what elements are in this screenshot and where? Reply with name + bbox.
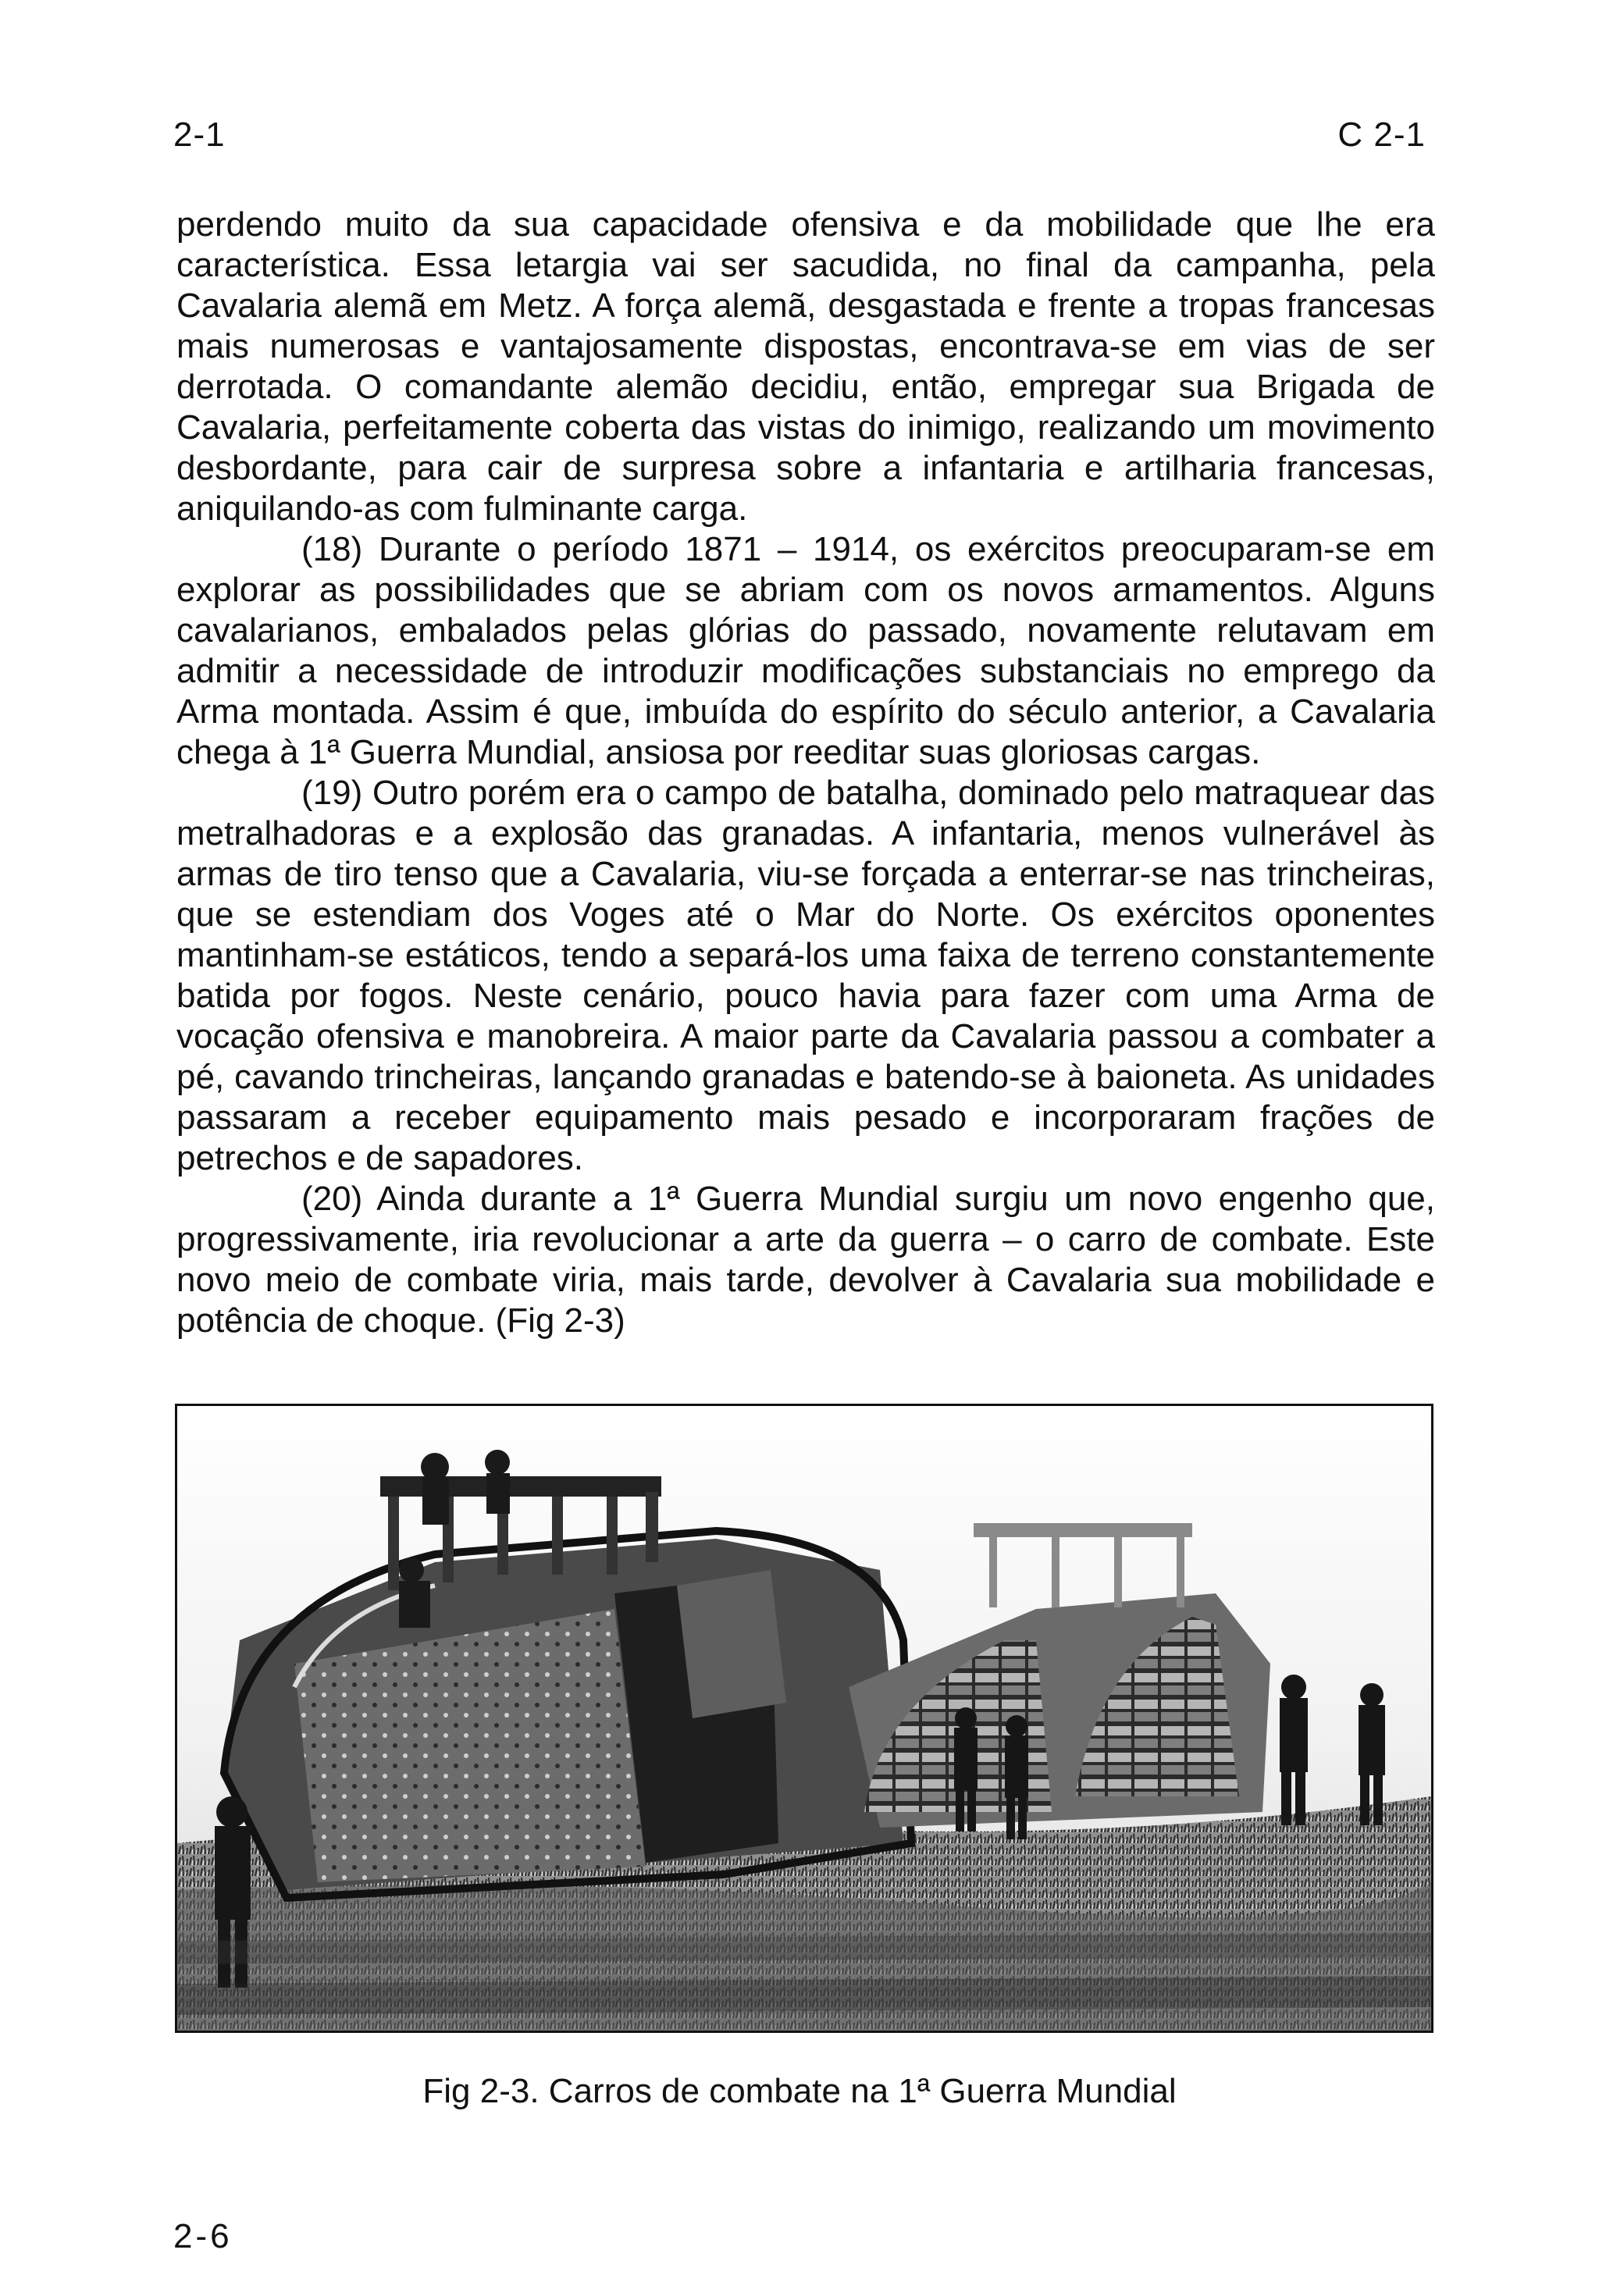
figure-caption: Fig 2-3. Carros de combate na 1ª Guerra Mundial bbox=[422, 2072, 1177, 2110]
paragraph: (20) Ainda durante a 1ª Guerra Mundial surgiu um novo engenho que, progressivamente, iria revolucionar a arte da guerra – o carro de combate. Este novo meio de combate viria, mais tarde, devolver à Cavalaria sua mobilidade e potência de choque. (Fig 2-3) bbox=[176, 1180, 1435, 1340]
paragraph: perdendo muito da sua capacidade ofensiva e da mobilidade que lhe era característica. Essa letargia vai ser sacudida, no final da campanha, pela Cavalaria alemã em Metz. A força alemã, desgastada e frente a tropas francesas mais numerosas e vantajosamente dispostas, encontrava-se em vias de ser derrotada. O comandante alemão decidiu, então, empregar sua Brigada de Cavalaria, perfeitamente coberta das vistas do inimigo, realizando um movimento desbordante, para cair de surpresa sobre a infantaria e artilharia francesas, aniquilando-as com fulminante carga. bbox=[176, 205, 1435, 528]
paragraph: (18) Durante o período 1871 – 1914, os exércitos preocuparam-se em explorar as possibilidades que se abriam com os novos armamentos. Alguns cavalarianos, embalados pelas glórias do passado, novamente relutavam em admitir a necessidade de introduzir modificações substanciais no emprego da Arma montada. Assim é que, imbuída do espírito do século anterior, a Cavalaria chega à 1ª Guerra Mundial, ansiosa por reeditar suas gloriosas cargas. bbox=[176, 530, 1435, 771]
body-text bbox=[176, 205, 1435, 1341]
page-number: 2-6 bbox=[173, 2217, 233, 2255]
figure-photo-ww1-tanks bbox=[175, 1404, 1433, 2033]
paragraph: (19) Outro porém era o campo de batalha, dominado pelo matraquear das metralhadoras e a explosão das granadas. A infantaria, menos vulnerável às armas de tiro tenso que a Cavalaria, viu-se forçada a enterrar-se nas trincheiras, que se estendiam dos Voges até o Mar do Norte. Os exércitos oponentes mantinham-se estáticos, tendo a separá-los uma faixa de terreno constantemente batida por fogos. Neste cenário, pouco havia para fazer com uma Arma de vocação ofensiva e manobreira. A maior parte da Cavalaria passou a combater a pé, cavando trincheiras, lançando granadas e batendo-se à baioneta. As unidades passaram a receber equipamento mais pesado e incorporaram frações de petrechos e de sapadores. bbox=[176, 774, 1435, 1177]
running-header-section: 2-1 bbox=[173, 116, 226, 154]
tank-photo-illustration bbox=[177, 1406, 1431, 2031]
running-header-manual-code: C 2-1 bbox=[1337, 116, 1426, 154]
